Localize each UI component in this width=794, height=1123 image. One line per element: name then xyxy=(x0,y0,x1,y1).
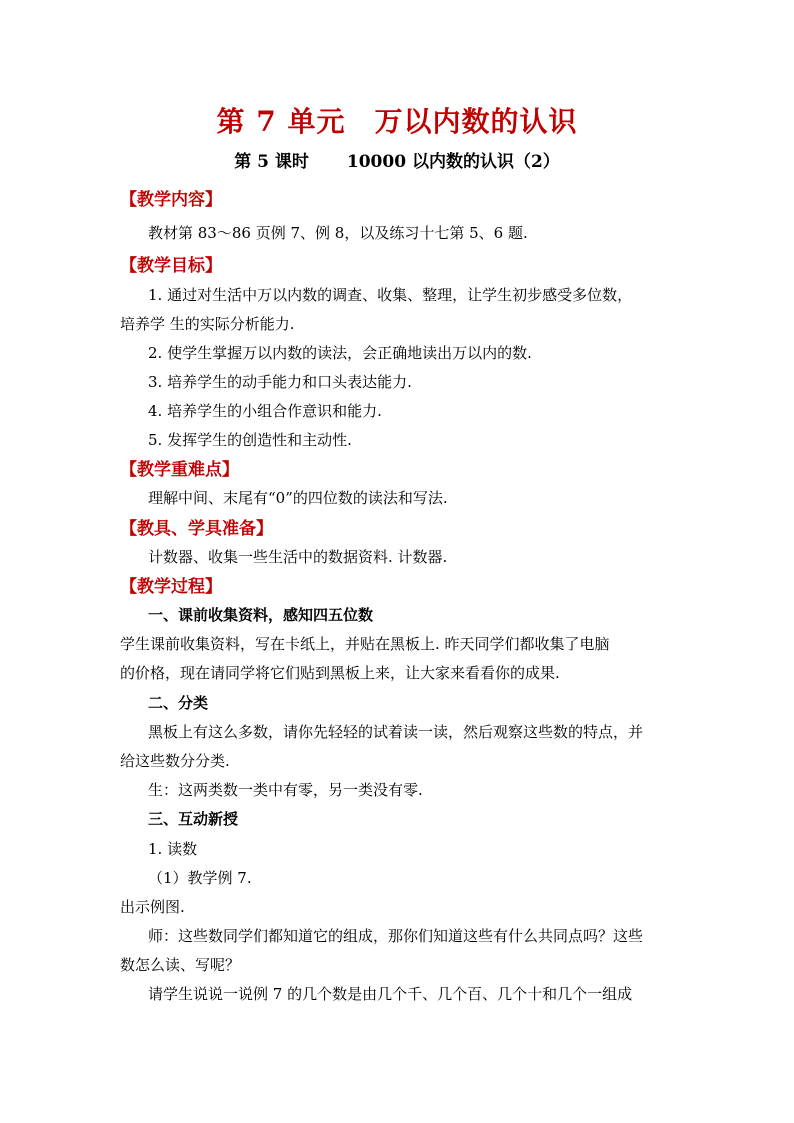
lesson-number: 第 5 课时 xyxy=(234,152,309,172)
section-heading-key-points: 【教学重难点】 xyxy=(120,460,239,480)
step-3-teacher-line-1: 师：这些数同学们都知道它的组成，那你们知道这些有什么共同点吗？这些 xyxy=(148,927,644,945)
step-1-title: 一、课前收集资料，感知四五位数 xyxy=(148,606,374,624)
content-text: 教材第 83～86 页例 7、例 8，以及练习十七第 5、6 题. xyxy=(148,224,528,242)
step-3-ask: 请学生说说一说例 7 的几个数是由几个千、几个百、几个十和几个一组成 xyxy=(148,985,633,1003)
goal-4: 4. 培养学生的小组合作意识和能力. xyxy=(148,402,382,420)
goal-5: 5. 发挥学生的创造性和主动性. xyxy=(148,431,352,449)
section-heading-process: 【教学过程】 xyxy=(120,577,222,597)
step-2-line-1: 黑板上有这么多数，请你先轻轻的试着读一读，然后观察这些数的特点，并 xyxy=(148,723,644,741)
step-1-line-2: 的价格，现在请同学将它们贴到黑板上来，让大家来看看你的成果. xyxy=(120,664,560,682)
goal-2: 2. 使学生掌握万以内数的读法，会正确地读出万以内的数. xyxy=(148,344,532,362)
step-3-show: 出示例图. xyxy=(120,898,185,916)
lesson-topic: 10000 以内数的认识（2） xyxy=(346,152,560,172)
goal-3: 3. 培养学生的动手能力和口头表达能力. xyxy=(148,373,412,391)
tools-text: 计数器、收集一些生活中的数据资料. 计数器. xyxy=(148,548,448,566)
step-3-title: 三、互动新授 xyxy=(148,810,239,828)
key-points-text: 理解中间、末尾有“0”的四位数的读法和写法. xyxy=(148,489,448,507)
step-3-item-1: 1. 读数 xyxy=(148,840,198,858)
step-2-title: 二、分类 xyxy=(148,694,209,712)
lesson-subtitle xyxy=(0,147,794,172)
step-1-line-1: 学生课前收集资料，写在卡纸上，并贴在黑板上. 昨天同学们都收集了电脑 xyxy=(120,635,610,653)
step-3-teacher-line-2: 数怎么读、写呢？ xyxy=(120,956,241,974)
step-2-line-2: 给这些数分分类. xyxy=(120,752,230,770)
step-2-line-3: 生：这两类数一类中有零，另一类没有零. xyxy=(148,781,423,799)
goal-1-line-2: 培养学 生的实际分析能力. xyxy=(120,315,295,333)
step-3-item-1-1: （1）教学例 7. xyxy=(148,869,252,887)
section-heading-tools: 【教具、学具准备】 xyxy=(120,519,273,539)
section-heading-goals: 【教学目标】 xyxy=(120,256,222,276)
page-title: 第 7 单元 万以内数的认识 xyxy=(216,105,578,138)
section-heading-content: 【教学内容】 xyxy=(120,190,222,210)
goal-1-line-1: 1. 通过对生活中万以内数的调查、收集、整理，让学生初步感受多位数， xyxy=(148,286,633,304)
